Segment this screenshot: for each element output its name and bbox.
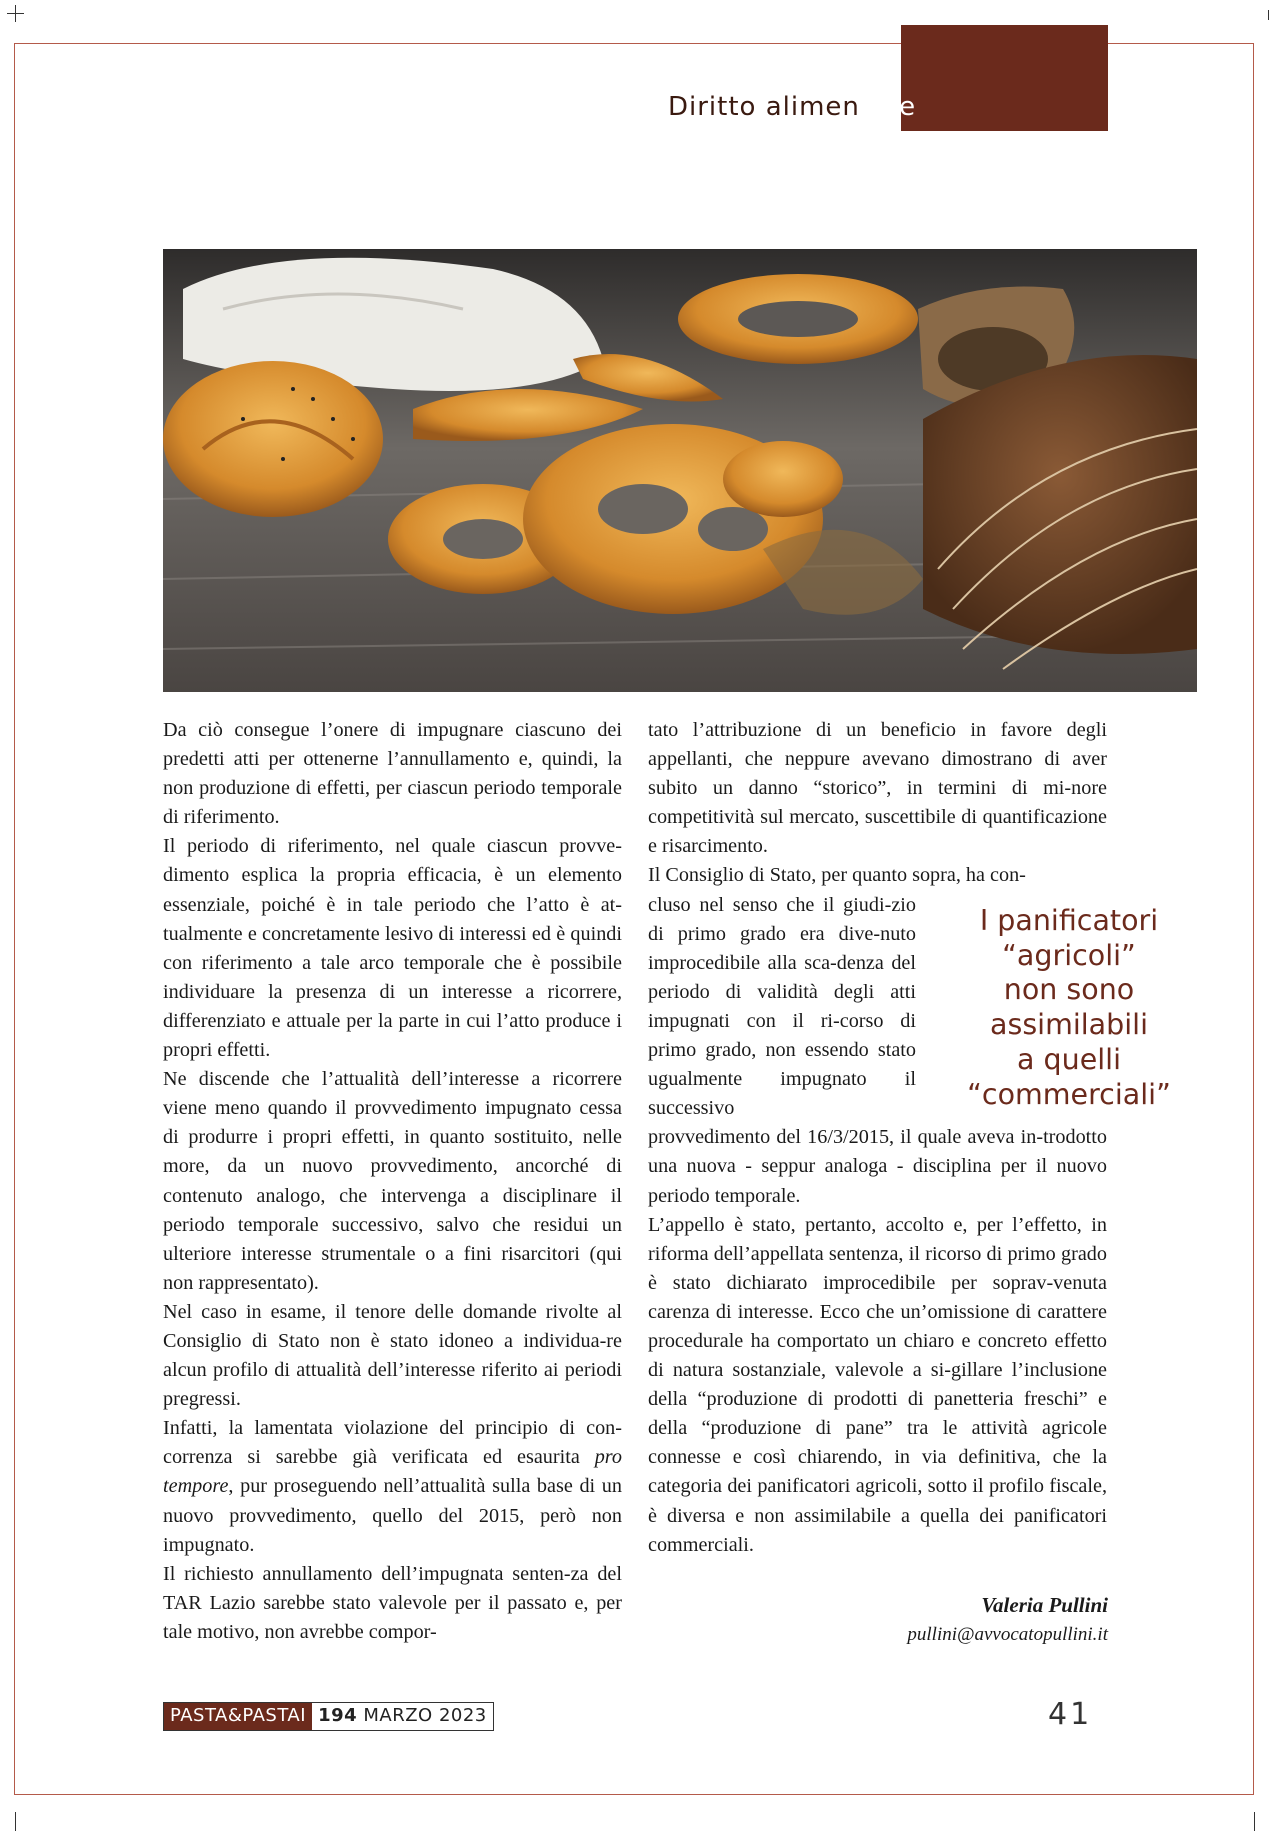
section-title-part: tare [859, 92, 917, 122]
pull-quote-line: “agricoli” [1002, 938, 1136, 972]
article-paragraph: Il Consiglio di Stato, per quanto sopra, ha con- [648, 864, 1026, 887]
issue-number: 194 [318, 1705, 358, 1726]
pull-quote [946, 904, 1192, 1112]
author-name: Valeria Pullini [981, 1593, 1108, 1617]
article-paragraph: tato l’attribuzione di un beneficio in favore degli appellanti, che neppure avevano dimostrano di aver subito un danno “storico”, in termini di mi-nore competitività sul mercato, suscettibile di quantificazione e risarcimento. [648, 719, 1107, 858]
pull-quote-line: a quelli [1017, 1042, 1121, 1076]
author-signature [907, 1593, 1108, 1646]
crop-mark [15, 1812, 16, 1831]
article-paragraph: Ne discende che l’attualità dell’interesse a ricorrere viene meno quando il provvedimento impugnato cessa di produrre i propri effetti, in quanto sostituito, nelle more, da un nuovo provvedimento, ancorché di contenuto analogo, che intervenga a disciplinare il periodo temporale successivo, salvo che residui un ulteriore interesse strumentale o a fini risarcitori (qui non rappresentato). [163, 1068, 622, 1294]
section-title [668, 92, 916, 122]
article-paragraph: Il richiesto annullamento dell’impugnata senten-za del TAR Lazio sarebbe stato valevole per il passato e, per tale motivo, non avrebbe compor- [163, 1562, 622, 1643]
pull-quote-line: I panificatori [979, 904, 1159, 937]
pull-quote-line: “commerciali” [967, 1077, 1171, 1111]
article-paragraph: Nel caso in esame, il tenore delle domande rivolte al Consiglio di Stato non è stato idoneo a individua-re alcun profilo di attualità dell’interesse riferito ai periodi pregressi. [163, 1300, 622, 1411]
crop-mark [15, 5, 16, 22]
article-left-column [163, 716, 622, 1647]
article-paragraph-wrapped: cluso nel senso che il giudi-zio di primo grado era dive-nuto improcedibile alla sca-denza del periodo di validità degli atti impugnati con il ri-corso di primo grado, non essendo stato ugualmente impugnato il successivo [648, 893, 916, 1120]
issue-info [312, 1703, 493, 1730]
pull-quote-line: assimilabili [990, 1008, 1148, 1042]
author-email[interactable]: pullini@avvocatopullini.it [907, 1624, 1108, 1645]
footer-issue-label [163, 1702, 494, 1731]
crop-mark [1254, 1812, 1255, 1831]
article-paragraph: L’appello è stato, pertanto, accolto e, per l’effetto, in riforma dell’appellata sentenza, il ricorso di primo grado è stato dichiarato improcedibile per soprav-venuta carenza di interesse. Ecco che un’omissione di carattere procedurale ha comportato un chiaro e concreto effetto di natura sostanziale, valevole a si-gillare l’inclusione della “produzione di prodotti di panetteria freschi” e della “produzione di pane” tra le attività agricole connesse e così chiarendo, in via definitiva, che la categoria dei panificatori agricoli, sotto il profilo fiscale, è diversa e non assimilabile a quella dei panificatori commerciali. [648, 1213, 1107, 1556]
article-right-column [648, 716, 1107, 1560]
bread-and-pastries-photo [163, 249, 1197, 692]
article-paragraph: Il periodo di riferimento, nel quale ciascun provve-dimento esplica la propria efficacia, è un elemento essenziale, poiché è in tale periodo che l’atto è at-tualmente e concretamente lesivo di interessi ed è quindi con riferimento a tale arco temporale che è possibile individuare la presenza di un interesse a ricorrere, differenziato e attuale per la parte in cui l’atto produce i propri effetti. [163, 835, 622, 1062]
italic-text: pro tempore [163, 1446, 622, 1498]
pull-quote-line: non sono [1003, 973, 1135, 1007]
issue-date: MARZO 2023 [363, 1705, 487, 1726]
article-paragraph: Da ciò consegue l’onere di impugnare ciascuno dei predetti atti per ottenerne l’annullamento e, quindi, la non produzione di effetti, per ciascun periodo temporale di riferimento. [163, 719, 622, 829]
article-paragraph [163, 1414, 622, 1559]
text-run: , pur proseguendo nell’attualità sulla base di un nuovo provvedimento, quello del 2015, però non impugnato. [163, 1475, 622, 1556]
article-paragraph: provvedimento del 16/3/2015, il quale aveva in-trodotto una nuova - seppur analoga - disciplina per il nuovo periodo temporale. [648, 1126, 1107, 1207]
publication-name: PASTA&PASTAI [164, 1703, 312, 1730]
text-run: Infatti, la lamentata violazione del principio di con-correnza si sarebbe già verificata ed esaurita [163, 1417, 622, 1469]
page-number: 41 [1048, 1697, 1093, 1732]
crop-mark [1268, 10, 1269, 20]
header-accent-block [901, 25, 1108, 131]
section-title-part: Diritto alimen [668, 92, 860, 122]
